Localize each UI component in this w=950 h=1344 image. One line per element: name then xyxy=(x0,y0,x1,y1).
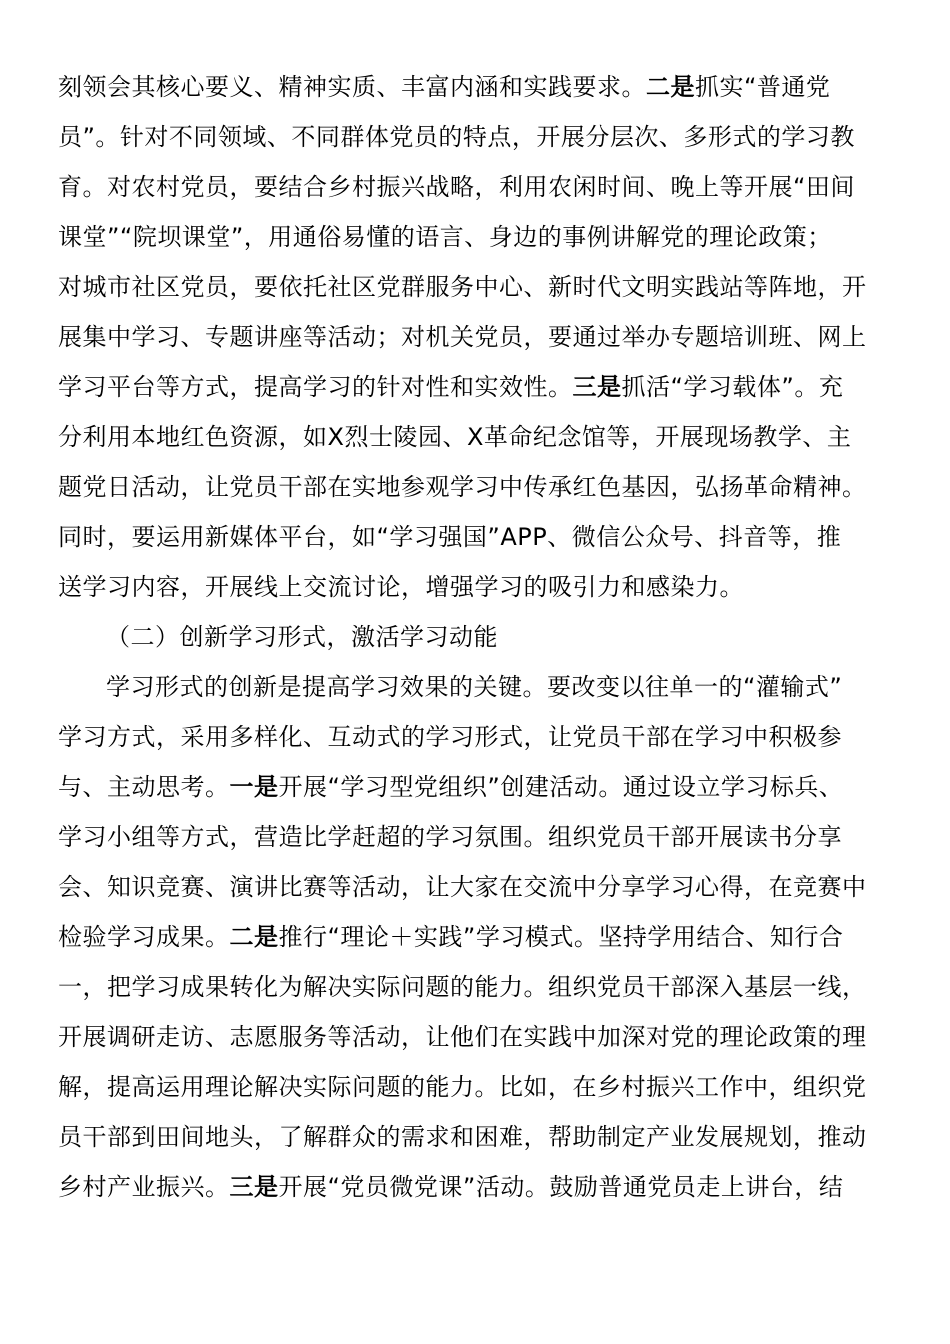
line-text: 开展调研走访、志愿服务等活动，让他们在实践中加深对党的理论政策的理 xyxy=(58,1023,867,1051)
line-text: 乡村产业振兴。 xyxy=(58,1173,230,1201)
line-text: 同时，要运用新媒体平台，如“学习强国”APP、微信公众号、抖音等，推 xyxy=(58,523,842,551)
text-line xyxy=(58,1072,867,1122)
line-text: 开展“党员微党课”活动。鼓励普通党员走上讲台，结 xyxy=(278,1173,844,1201)
line-text: 检验学习成果。 xyxy=(58,923,230,951)
line-text: 抓实“普通党 xyxy=(695,73,831,101)
emphasis-text: 二是 xyxy=(229,923,279,951)
line-text: 开展“学习型党组织”创建活动。通过设立学习标兵、 xyxy=(278,773,844,801)
line-text: 分利用本地红色资源，如X烈士陵园、X革命纪念馆等，开展现场教学、主 xyxy=(58,423,852,451)
text-line xyxy=(58,322,867,372)
line-text: 员”。针对不同领域、不同群体党员的特点，开展分层次、多形式的学习教 xyxy=(58,123,855,151)
line-text: 抓活“学习载体”。充 xyxy=(621,373,844,401)
line-text: 解，提高运用理论解决实际问题的能力。比如，在乡村振兴工作中，组织党 xyxy=(58,1073,867,1101)
text-line xyxy=(58,172,855,222)
text-line xyxy=(58,222,832,272)
text-line xyxy=(58,472,867,522)
text-line xyxy=(58,822,842,872)
text-line xyxy=(58,1122,867,1172)
line-text: 与、主动思考。 xyxy=(58,773,230,801)
emphasis-text: 三是 xyxy=(229,1173,279,1201)
line-text: 对城市社区党员，要依托社区党群服务中心、新时代文明实践站等阵地，开 xyxy=(58,273,867,301)
text-line xyxy=(58,972,867,1022)
text-line xyxy=(58,872,867,922)
text-line xyxy=(58,122,855,172)
emphasis-text: 三是 xyxy=(572,373,622,401)
text-line xyxy=(58,922,843,972)
text-line xyxy=(58,372,843,422)
line-text: （二）创新学习形式，激活学习动能 xyxy=(106,623,498,651)
emphasis-text: 一是 xyxy=(229,773,279,801)
text-line xyxy=(58,572,744,622)
line-text: 育。对农村党员，要结合乡村振兴战略，利用农闲时间、晚上等开展“田间 xyxy=(58,173,855,201)
line-text: 展集中学习、专题讲座等活动；对机关党员，要通过举办专题培训班、网上 xyxy=(58,323,867,351)
line-text: 学习平台等方式，提高学习的针对性和实效性。 xyxy=(58,373,573,401)
text-line xyxy=(58,772,843,822)
text-line xyxy=(58,1172,843,1222)
line-text: 送学习内容，开展线上交流讨论，增强学习的吸引力和感染力。 xyxy=(58,573,744,601)
text-line xyxy=(58,722,842,772)
line-text: 学习小组等方式，营造比学赶超的学习氛围。组织党员干部开展读书分享 xyxy=(58,823,842,851)
text-line xyxy=(58,422,851,472)
paragraph-start xyxy=(106,672,842,722)
text-line xyxy=(58,522,841,572)
line-text: 员干部到田间地头，了解群众的需求和困难，帮助制定产业发展规划，推动 xyxy=(58,1123,867,1151)
line-text: 课堂”“院坝课堂”，用通俗易懂的语言、身边的事例讲解党的理论政策； xyxy=(58,223,832,251)
line-text: 刻领会其核心要义、精神实质、丰富内涵和实践要求。 xyxy=(58,73,646,101)
line-text: 推行“理论＋实践”学习模式。坚持学用结合、知行合 xyxy=(278,923,844,951)
line-text: 题党日活动，让党员干部在实地参观学习中传承红色基因，弘扬革命精神。 xyxy=(58,473,867,501)
text-line xyxy=(58,1022,867,1072)
text-line xyxy=(58,272,867,322)
line-text: 一，把学习成果转化为解决实际问题的能力。组织党员干部深入基层一线， xyxy=(58,973,867,1001)
line-text: 会、知识竞赛、演讲比赛等活动，让大家在交流中分享学习心得，在竞赛中 xyxy=(58,873,867,901)
line-text: 学习方式，采用多样化、互动式的学习形式，让党员干部在学习中积极参 xyxy=(58,723,842,751)
text-line xyxy=(58,72,830,122)
emphasis-text: 二是 xyxy=(646,73,695,101)
section-heading xyxy=(106,622,498,672)
line-text: 学习形式的创新是提高学习效果的关键。要改变以往单一的“灌输式” xyxy=(106,673,843,701)
